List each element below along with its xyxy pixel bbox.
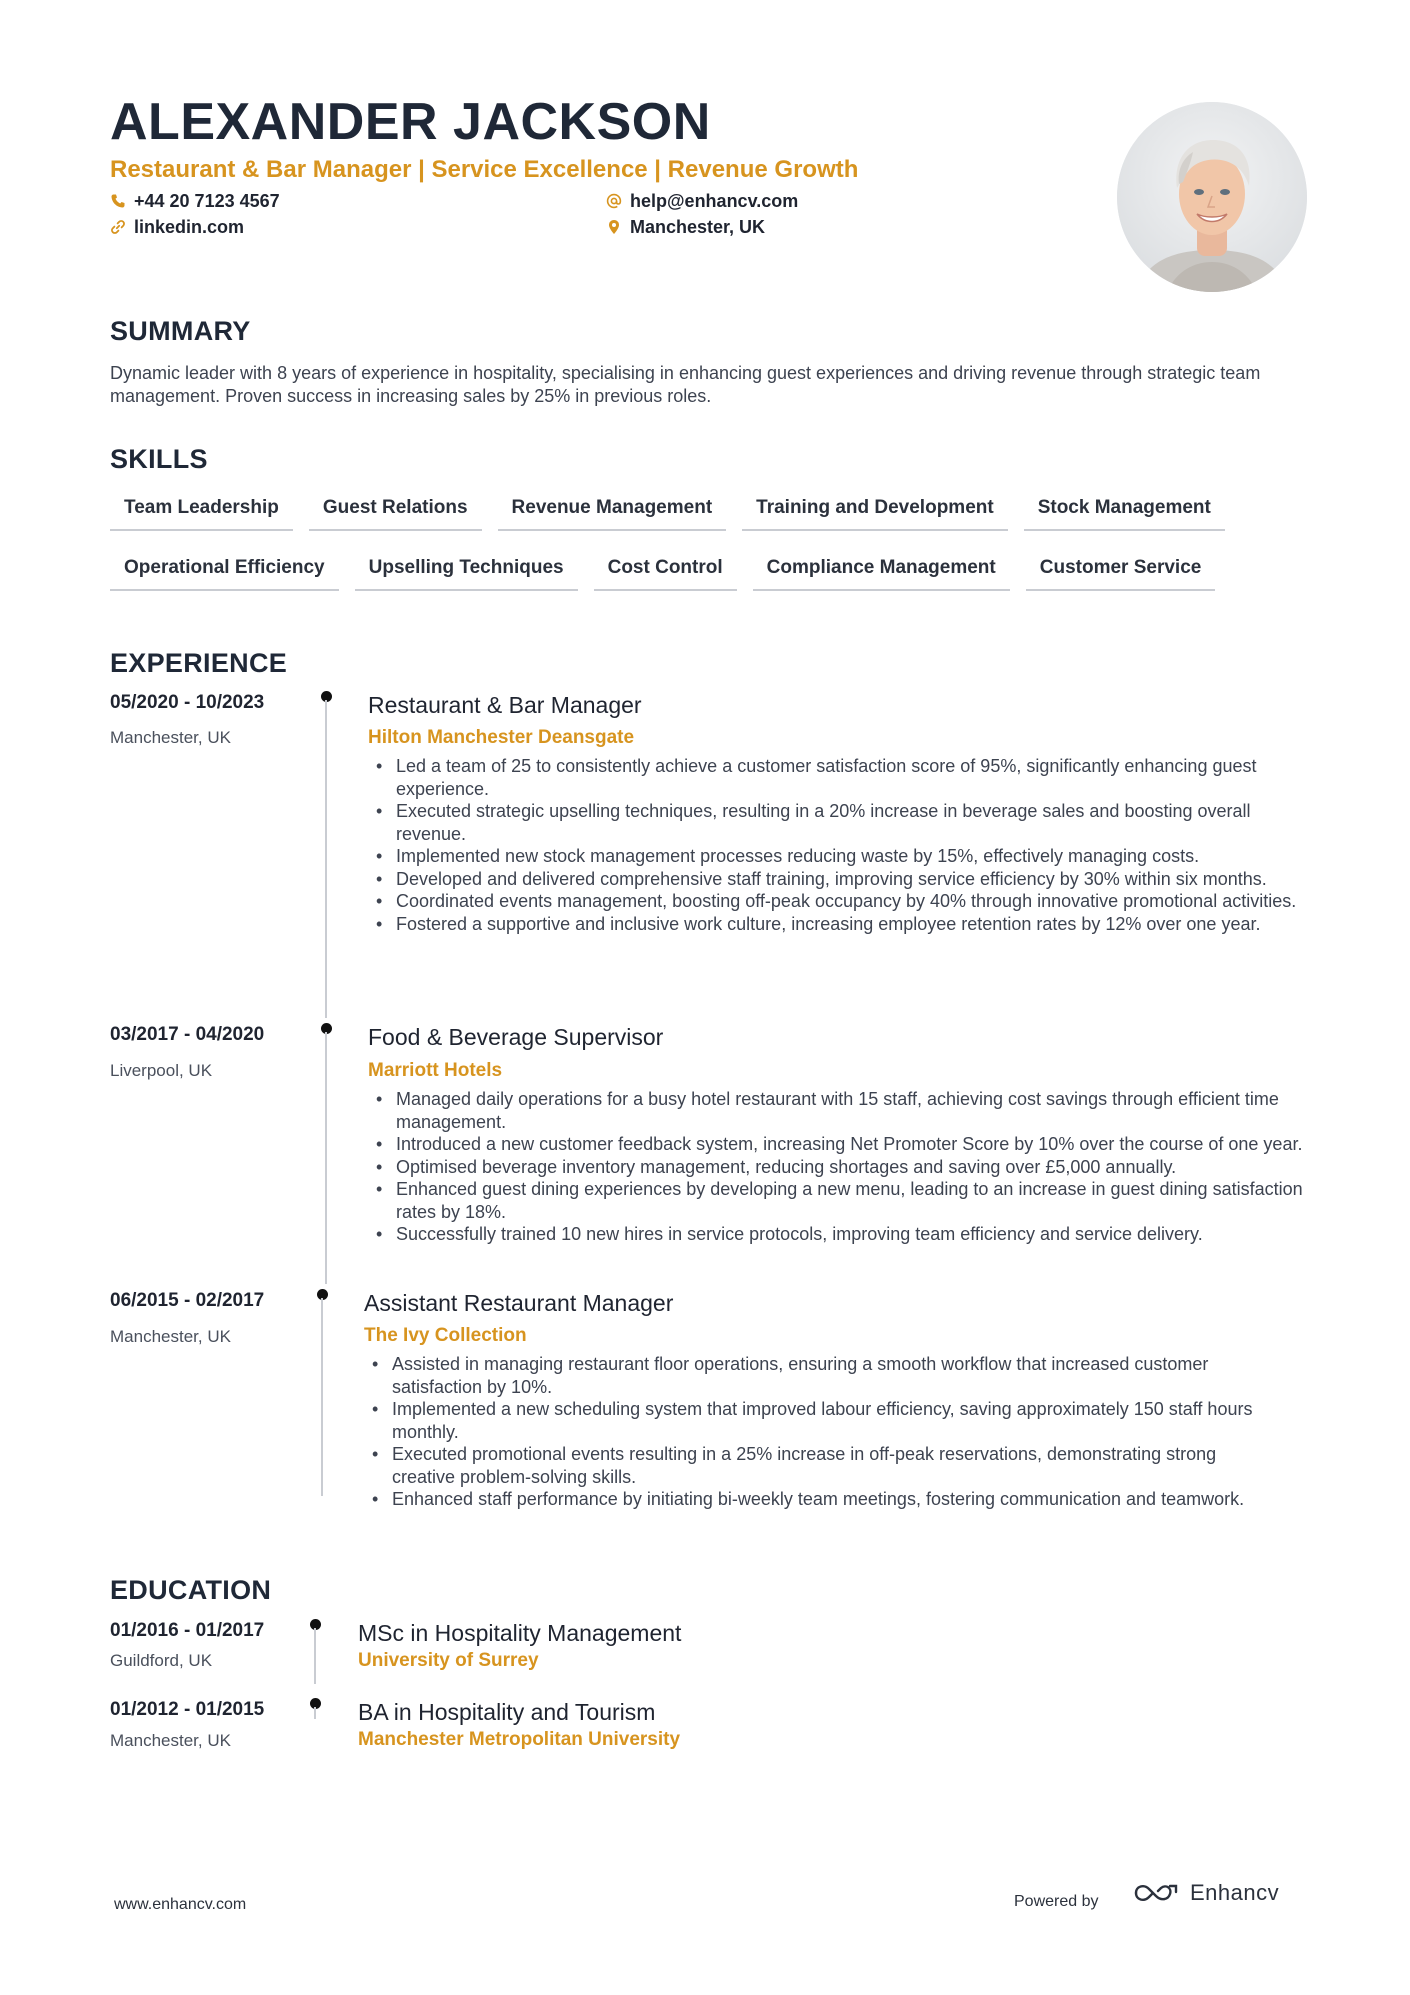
job-bullets (368, 755, 1318, 935)
link-icon (110, 219, 126, 235)
job-company: Marriott Hotels (368, 1060, 503, 1081)
contact-linkedin[interactable] (110, 218, 244, 236)
location-text: Manchester, UK (630, 217, 766, 237)
enhancv-brand-text: Enhancv (1190, 1880, 1280, 1905)
job-title: Assistant Restaurant Manager (364, 1290, 674, 1316)
skill-tag: Revenue Management (498, 494, 727, 531)
at-icon (606, 193, 622, 209)
email-text[interactable]: help@enhancv.com (630, 191, 799, 211)
job-bullet: • Enhanced staff performance by initiating bi-weekly team meetings, fostering communication and teamwork. (364, 1488, 1284, 1511)
education-location: Manchester, UK (110, 1731, 231, 1750)
education-heading: EDUCATION (110, 1575, 272, 1605)
contact-location (606, 218, 765, 236)
skill-tag: Training and Development (742, 494, 1008, 531)
education-dates: 01/2012 - 01/2015 (110, 1699, 265, 1720)
skills-row-2 (110, 554, 1215, 591)
enhancv-logo-icon (1132, 1880, 1180, 1906)
job-location: Manchester, UK (110, 1327, 231, 1346)
job-company: The Ivy Collection (364, 1325, 527, 1346)
job-title: Restaurant & Bar Manager (368, 692, 642, 718)
job-bullet: • Successfully trained 10 new hires in service protocols, improving team efficiency and service delivery. (368, 1223, 1318, 1246)
skill-tag: Customer Service (1026, 554, 1216, 591)
job-bullet: • Developed and delivered comprehensive staff training, improving service efficiency by 30% within six months. (368, 868, 1318, 891)
candidate-name: ALEXANDER JACKSON (110, 93, 711, 151)
job-bullets (368, 1088, 1318, 1246)
job-bullet: • Executed promotional events resulting in a 25% increase in off-peak reservations, demonstrating strong creative problem-solving skills. (364, 1443, 1284, 1488)
job-location: Manchester, UK (110, 728, 231, 747)
job-dates: 06/2015 - 02/2017 (110, 1290, 265, 1311)
phone-icon (110, 193, 126, 209)
job-bullet: • Managed daily operations for a busy hotel restaurant with 15 staff, achieving cost savings through efficient time management. (368, 1088, 1318, 1133)
skill-tag: Stock Management (1024, 494, 1225, 531)
job-bullet: • Implemented new stock management processes reducing waste by 15%, effectively managing costs. (368, 845, 1318, 868)
job-bullet: • Assisted in managing restaurant floor operations, ensuring a smooth workflow that increased customer satisfaction by 10%. (364, 1353, 1284, 1398)
timeline-line (325, 1032, 327, 1284)
education-dates: 01/2016 - 01/2017 (110, 1620, 265, 1641)
timeline-line (325, 700, 327, 1018)
skill-tag: Guest Relations (309, 494, 482, 531)
skill-tag: Cost Control (594, 554, 737, 591)
candidate-title: Restaurant & Bar Manager | Service Excellence | Revenue Growth (110, 156, 859, 183)
skill-tag: Team Leadership (110, 494, 293, 531)
skills-row-1 (110, 494, 1225, 531)
footer-powered-by: Powered by (1014, 1893, 1099, 1910)
skill-tag: Upselling Techniques (355, 554, 578, 591)
education-location: Guildford, UK (110, 1651, 213, 1670)
skills-heading: SKILLS (110, 444, 208, 474)
experience-heading: EXPERIENCE (110, 648, 288, 678)
phone-text: +44 20 7123 4567 (134, 191, 280, 211)
job-bullet: • Introduced a new customer feedback system, increasing Net Promoter Score by 10% over the course of one year. (368, 1133, 1318, 1156)
school-name: Manchester Metropolitan University (358, 1729, 681, 1750)
skill-tag: Operational Efficiency (110, 554, 339, 591)
contact-phone (110, 192, 280, 210)
enhancv-logo[interactable] (1132, 1880, 1279, 1906)
degree-title: MSc in Hospitality Management (358, 1620, 682, 1646)
school-name: University of Surrey (358, 1650, 539, 1671)
profile-photo (1117, 102, 1307, 292)
job-dates: 03/2017 - 04/2020 (110, 1024, 265, 1045)
job-bullets (364, 1353, 1284, 1511)
footer-website[interactable]: www.enhancv.com (114, 1896, 247, 1913)
job-bullet: • Optimised beverage inventory management, reducing shortages and saving over £5,000 annually. (368, 1156, 1318, 1179)
job-dates: 05/2020 - 10/2023 (110, 692, 265, 713)
job-title: Food & Beverage Supervisor (368, 1024, 664, 1050)
job-bullet: • Enhanced guest dining experiences by developing a new menu, leading to an increase in guest dining satisfaction rates by 18%. (368, 1178, 1318, 1223)
contact-email[interactable] (606, 192, 798, 210)
job-bullet: • Fostered a supportive and inclusive work culture, increasing employee retention rates by 12% over one year. (368, 913, 1318, 936)
timeline-line (314, 1707, 316, 1719)
timeline-line (321, 1298, 323, 1496)
degree-title: BA in Hospitality and Tourism (358, 1699, 656, 1725)
linkedin-text[interactable]: linkedin.com (134, 217, 245, 237)
job-bullet: • Executed strategic upselling techniques, resulting in a 20% increase in beverage sales and boosting overall revenue. (368, 800, 1318, 845)
location-pin-icon (606, 219, 622, 235)
skill-tag: Compliance Management (753, 554, 1010, 591)
job-company: Hilton Manchester Deansgate (368, 727, 635, 748)
job-bullet: • Led a team of 25 to consistently achieve a customer satisfaction score of 95%, significantly enhancing guest experience. (368, 755, 1318, 800)
timeline-line (314, 1628, 316, 1684)
job-location: Liverpool, UK (110, 1061, 213, 1080)
job-bullet: • Coordinated events management, boosting off-peak occupancy by 40% through innovative promotional activities. (368, 890, 1318, 913)
summary-heading: SUMMARY (110, 316, 251, 346)
job-bullet: • Implemented a new scheduling system that improved labour efficiency, saving approximately 150 staff hours monthly. (364, 1398, 1284, 1443)
summary-text: Dynamic leader with 8 years of experience in hospitality, specialising in enhancing guest experiences and driving revenue through strategic team management. Proven success in increasing sales by 25% in previous roles. (110, 363, 1261, 406)
